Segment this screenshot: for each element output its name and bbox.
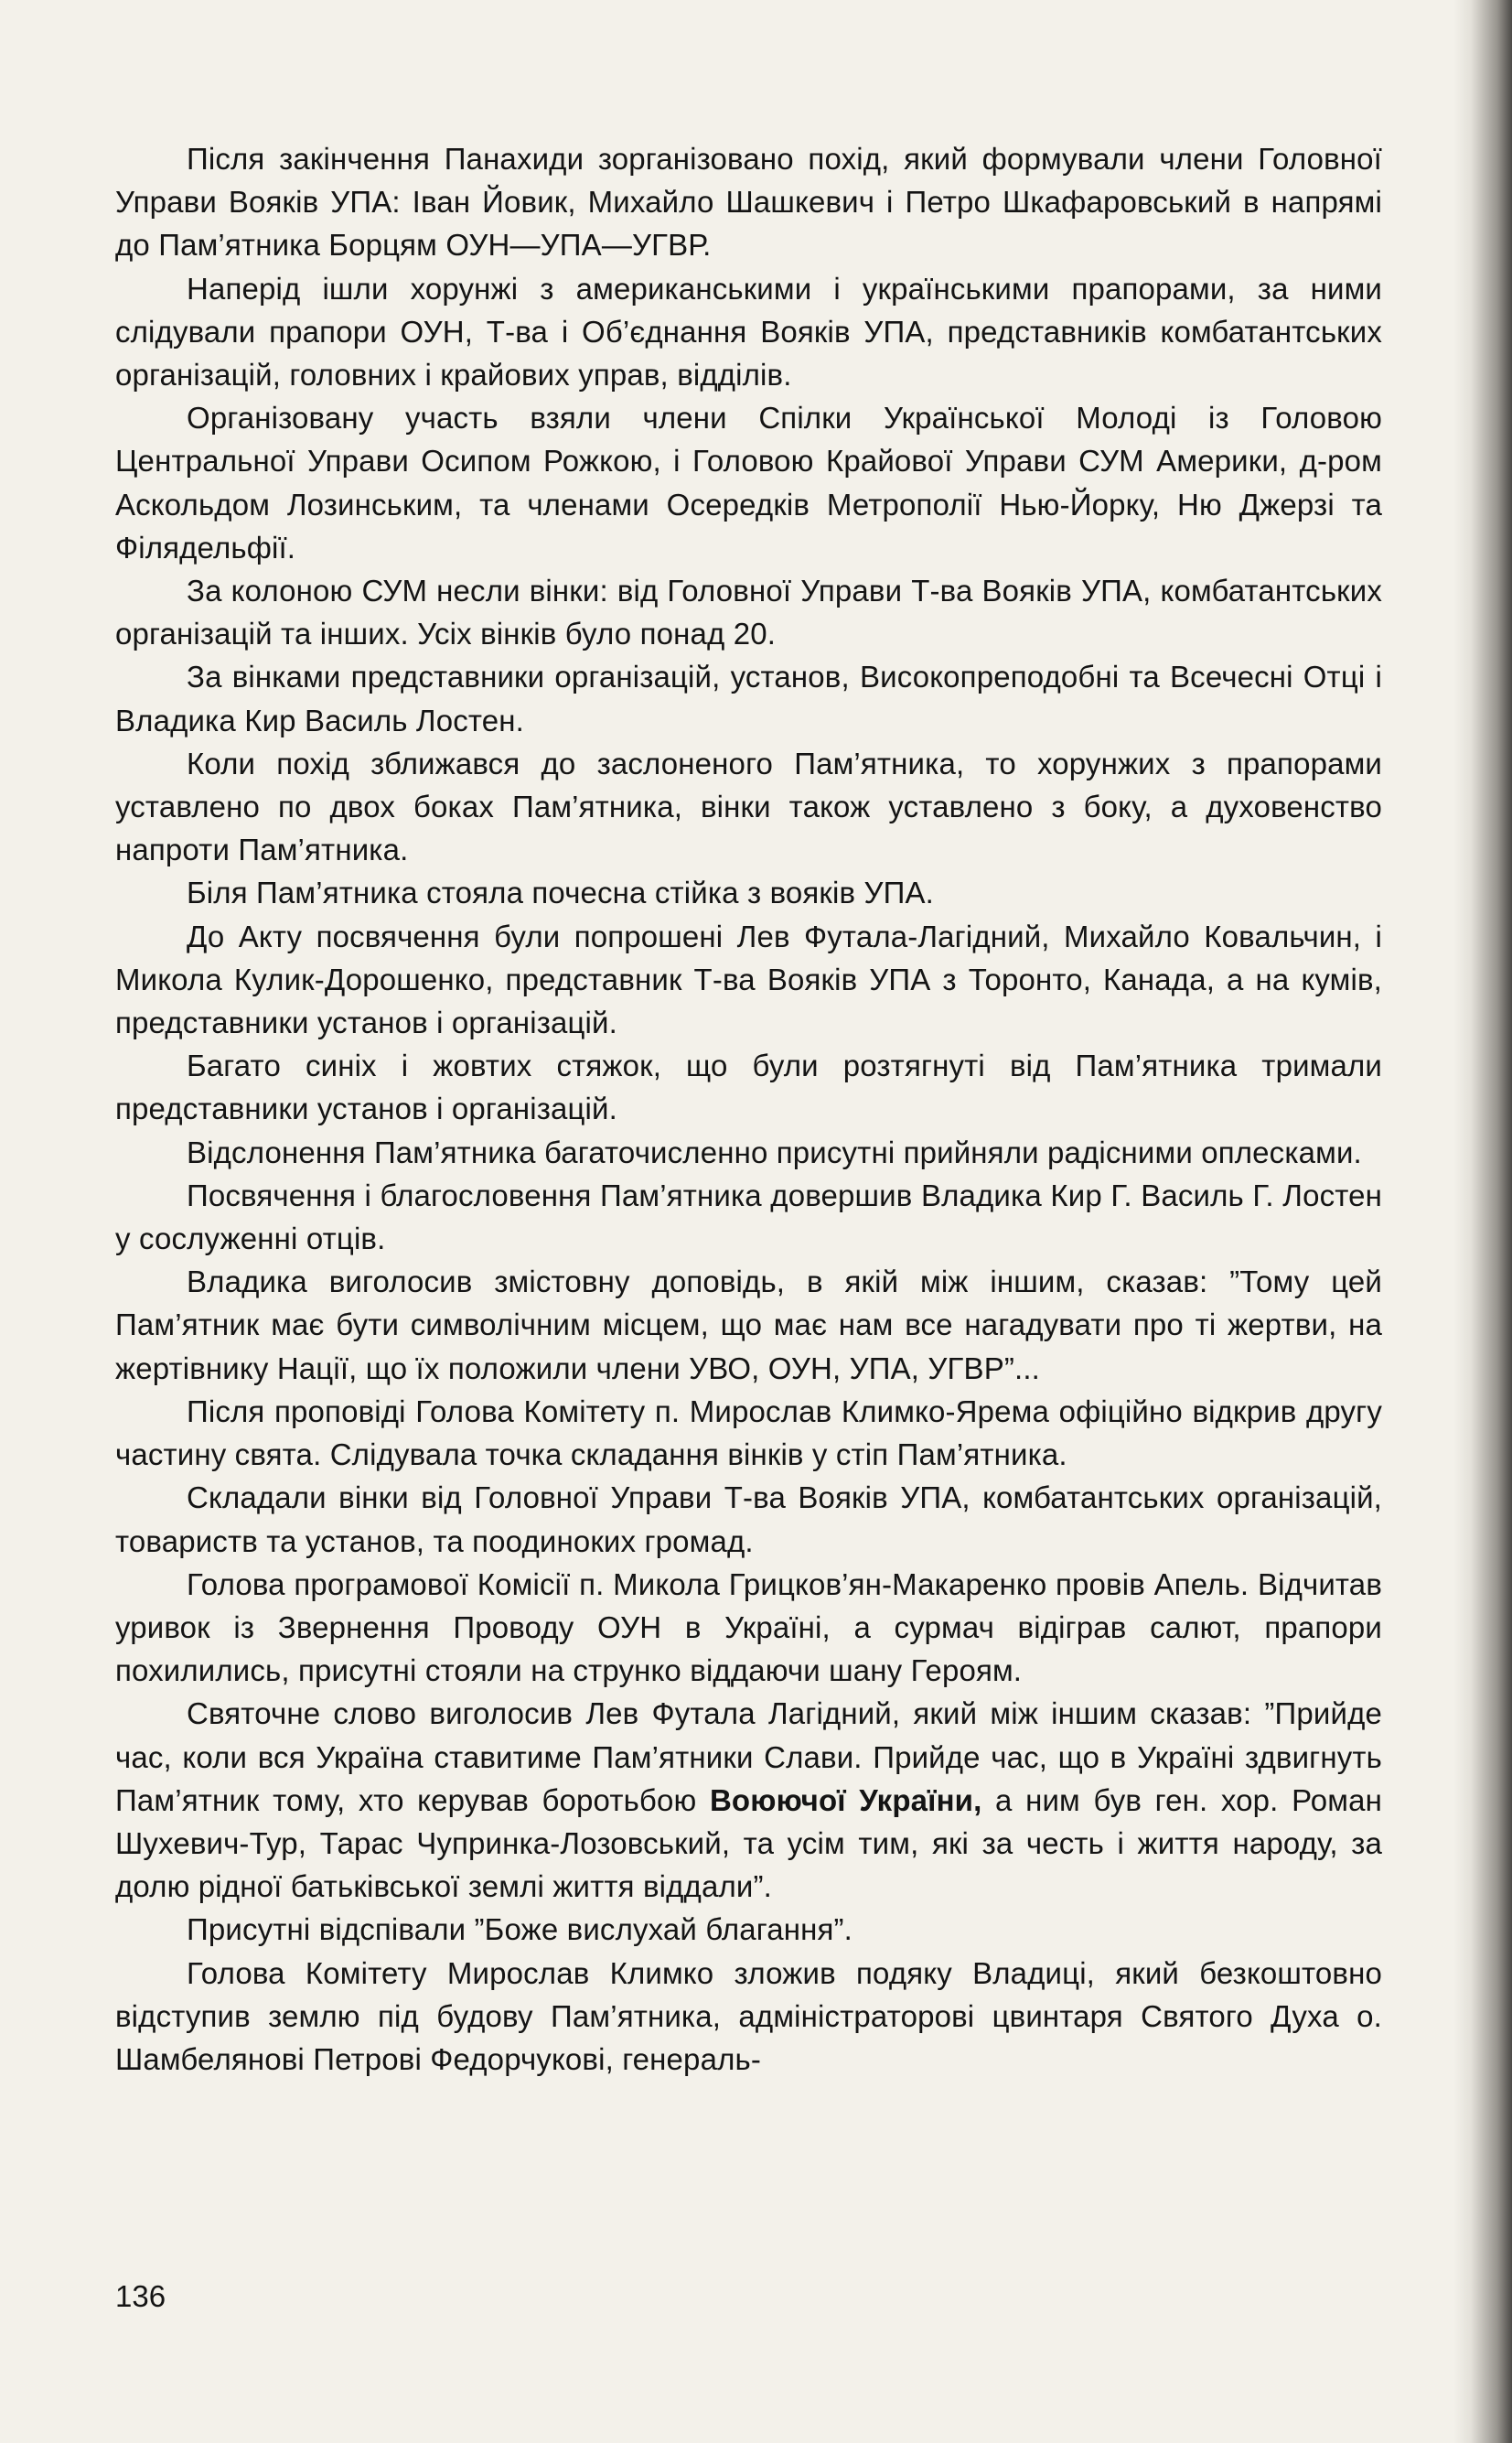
paragraph: Голова Комітету Мирослав Климко зложив подяку Владиці, який безкоштовно відступив землю під будову Пам’ятника, адміністраторові цвинтаря Святого Духа о. Шамбелянові Петрові Федорчукові, генераль- — [115, 1955, 1382, 2076]
paragraph: Відслонення Пам’ятника багаточисленно присутні прийняли радісними оплесками. — [187, 1135, 1362, 1169]
body-text — [115, 137, 1382, 2081]
speech-text-after: а ним був ген. хор. Роман Шухевич-Тур, Тарас Чупринка-Лозовський, та усім тим, які за честь і життя народу, за долю рідної батьківської землі життя віддали”. — [115, 1782, 1382, 1904]
paragraph: Посвячення і благословення Пам’ятника довершив Владика Кир Г. Василь Г. Лостен у сослуженні отців. — [115, 1178, 1382, 1256]
paragraph: До Акту посвячення були попрошені Лев Футала-Лагідний, Михайло Ковальчин, і Микола Кулик-Дорошенко, представник Т-ва Вояків УПА з Торонто, Канада, а на кумів, представники установ і організацій. — [115, 919, 1382, 1040]
paragraph: Багато синіх і жовтих стяжок, що були розтягнуті від Пам’ятника тримали представники установ і організацій. — [115, 1049, 1382, 1126]
paragraph: Після закінчення Панахиди зорганізовано похід, який формували члени Головної Управи Вояків УПА: Іван Йовик, Михайло Шашкевич і Петро Шкафаровський в напрямі до Пам’ятника Борцям ОУН—УПА—УГВР. — [115, 142, 1382, 263]
speech-paragraph — [115, 1692, 1382, 1908]
paragraph: Складали вінки від Головної Управи Т-ва Вояків УПА, комбатантських організацій, товариств та установ, та поодиноких громад. — [115, 1480, 1382, 1558]
paragraph: Біля Пам’ятника стояла почесна стійка з вояків УПА. — [187, 876, 934, 910]
paragraph: Владика виголосив змістовну доповідь, в якій між іншим, сказав: ”Тому цей Пам’ятник має бути символічним місцем, що має нам все нагадувати про ті жертви, на жертівнику Нації, що їх положили члени УВО, ОУН, УПА, УГВР”... — [115, 1265, 1382, 1385]
paragraph: Голова програмової Комісії п. Микола Грицков’ян-Макаренко провів Апель. Відчитав уривок із Звернення Проводу ОУН в Україні, а сурмач відіграв салют, прапори похилились, присутні стояли на струнко віддаючи шану Героям. — [115, 1566, 1382, 1688]
speech-text-bold: Воюючої України, — [709, 1782, 982, 1817]
paragraph: Після проповіді Голова Комітету п. Мирослав Климко-Ярема офіційно відкрив другу частину свята. Слідувала точка складання вінків у стіп Пам’ятника. — [115, 1394, 1382, 1472]
paragraph: За колоною СУМ несли вінки: від Головної Управи Т-ва Вояків УПА, комбатантських організацій та інших. Усіх вінків було понад 20. — [115, 574, 1382, 651]
paragraph: Організовану участь взяли члени Спілки Української Молоді із Головою Центральної Управи Осипом Рожкою, і Головою Крайової Управи СУМ Америки, д-ром Аскольдом Лозинським, та членами Осередків Метрополії Нью-Йорку, Ню Джерзі та Філядельфії. — [115, 401, 1382, 565]
paragraph: Коли похід зближався до заслоненого Пам’ятника, то хорунжих з прапорами уставлено по двох боках Пам’ятника, вінки також уставлено з боку, а духовенство напроти Пам’ятника. — [115, 746, 1382, 867]
page-edge-shadow — [1453, 0, 1512, 2443]
paragraph: Присутні відспівали ”Боже вислухай благання”. — [187, 1912, 853, 1947]
page-number: 136 — [115, 2279, 166, 2313]
speech-text-before: Святочне слово виголосив Лев Футала Лагідний, який між іншим сказав: ”Прийде час, коли вся Україна ставитиме Пам’ятники Слави. Прийде час, що в Україні здвигнуть Пам’ятник тому, хто керував боротьбою — [115, 1696, 1382, 1817]
paragraph: За вінками представники організацій, установ, Високопреподобні та Всечесні Отці і Владика Кир Василь Лостен. — [115, 660, 1382, 737]
paragraph: Напеpід ішли хорунжі з американськими і українськими прапорами, за ними слідували прапори ОУН, Т-ва і Об’єднання Вояків УПА, представників комбатантських організацій, головних і крайових управ, відділів. — [115, 271, 1382, 393]
